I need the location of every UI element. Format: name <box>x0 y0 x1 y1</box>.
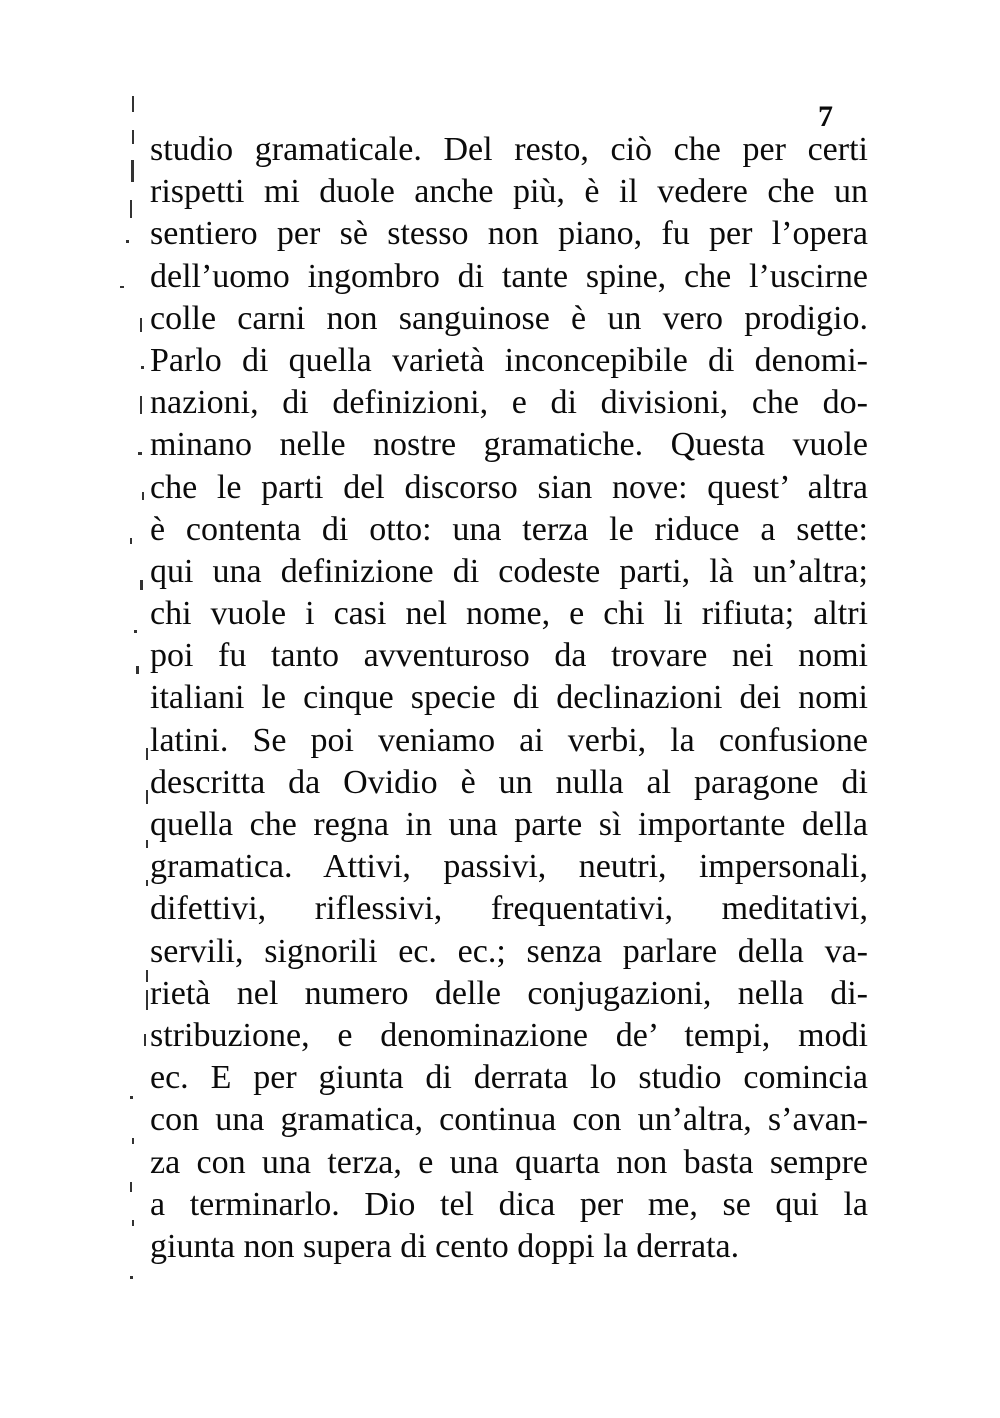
text-line: stribuzione, e denominazione de’ tempi, modi <box>150 1016 868 1054</box>
text-line: dell’uomo ingombro di tante spine, che l’uscirne <box>150 257 868 295</box>
gutter-marks <box>120 90 150 1310</box>
text-line: italiani le cinque specie di declinazioni dei nomi <box>150 679 868 717</box>
text-line: minano nelle nostre gramatiche. Questa vuole <box>150 426 868 464</box>
gutter-mark <box>144 1034 146 1046</box>
text-line: difettivi, riflessivi, frequentativi, meditativi, <box>150 890 868 928</box>
text-line: che le parti del discorso sian nove: quest’ altra <box>150 468 868 506</box>
gutter-mark <box>146 748 148 760</box>
text-line: studio gramaticale. Del resto, ciò che per certi <box>150 131 868 168</box>
text-line: chi vuole i casi nel nome, e chi li rifiuta; altri <box>150 595 868 633</box>
gutter-mark <box>130 538 132 544</box>
gutter-mark <box>131 160 134 182</box>
text-line: latini. Se poi veniamo ai verbi, la confusione <box>150 721 868 759</box>
gutter-mark <box>130 1182 132 1192</box>
gutter-mark <box>141 366 144 369</box>
gutter-mark <box>120 286 124 288</box>
gutter-mark <box>142 492 144 500</box>
text-line: ec. E per giunta di derrata lo studio comincia <box>150 1059 868 1097</box>
text-line: con una gramatica, continua con un’altra, s’avan- <box>150 1101 868 1139</box>
text-line: nazioni, di definizioni, e di divisioni, che do- <box>150 384 868 422</box>
gutter-mark <box>146 880 148 886</box>
text-line: giunta non supera di cento doppi la derrata. <box>150 1227 740 1265</box>
text-line: rietà nel numero delle conjugazioni, nella di- <box>150 974 868 1012</box>
text-line: poi fu tanto avventuroso da trovare nei nomi <box>150 637 868 675</box>
gutter-mark <box>132 1138 134 1144</box>
gutter-mark <box>136 666 139 674</box>
page-number: 7 <box>818 100 833 133</box>
body-text <box>150 129 868 1268</box>
text-line: a terminarlo. Dio tel dica per me, se qui la <box>150 1185 868 1223</box>
text-line: è contenta di otto: una terza le riduce a sette: <box>150 510 868 548</box>
text-line: descritta da Ovidio è un nulla al paragone di <box>150 763 868 801</box>
gutter-mark <box>146 790 148 804</box>
gutter-mark <box>146 990 148 1010</box>
gutter-mark <box>138 452 142 455</box>
gutter-mark <box>140 396 142 414</box>
text-line: colle carni non sanguinose è un vero prodigio. <box>150 299 868 337</box>
gutter-mark <box>130 1096 133 1099</box>
gutter-mark <box>134 630 137 633</box>
text-line: Parlo di quella varietà inconcepibile di denomi- <box>150 341 868 379</box>
text-line: gramatica. Attivi, passivi, neutri, impersonali, <box>150 848 868 886</box>
gutter-mark <box>140 580 143 590</box>
gutter-mark <box>146 840 148 848</box>
gutter-mark <box>126 240 129 243</box>
gutter-mark <box>146 970 148 982</box>
text-line: za con una terza, e una quarta non basta sempre <box>150 1143 868 1181</box>
text-line: rispetti mi duole anche più, è il vedere che un <box>150 173 868 211</box>
text-line: qui una definizione di codeste parti, là un’altra; <box>150 552 868 590</box>
text-line: quella che regna in una parte sì importante della <box>150 806 868 843</box>
gutter-mark <box>130 1276 133 1279</box>
text-line: servili, signorili ec. ec.; senza parlare della va- <box>150 932 868 970</box>
gutter-mark <box>132 130 134 144</box>
gutter-mark <box>132 1220 134 1226</box>
gutter-mark <box>140 318 142 332</box>
gutter-mark <box>130 200 132 218</box>
gutter-mark <box>132 96 134 112</box>
text-line: sentiero per sè stesso non piano, fu per l’opera <box>150 215 868 253</box>
